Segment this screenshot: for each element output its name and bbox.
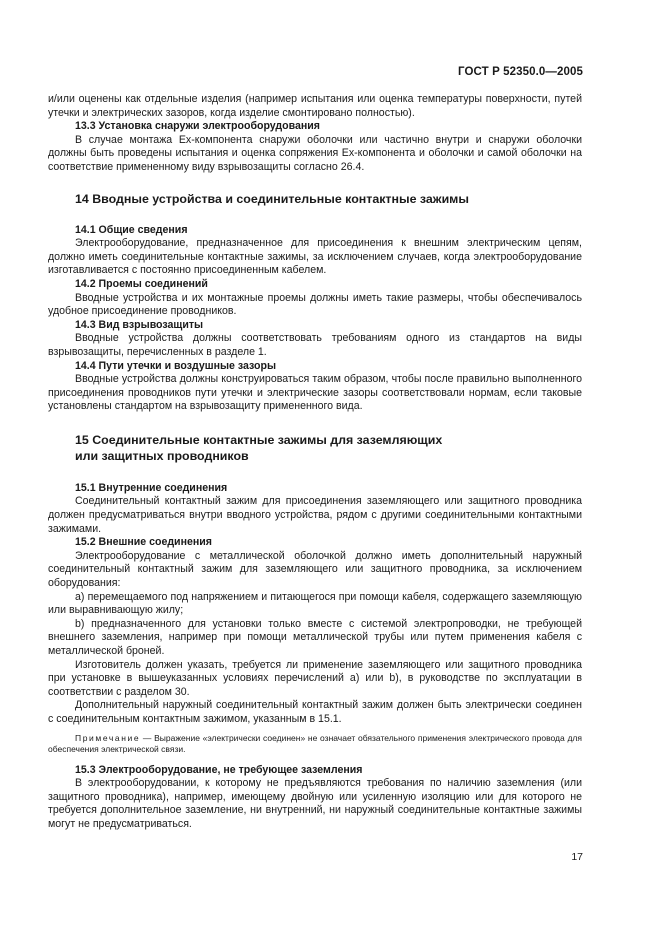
note-label: Примечание	[75, 732, 141, 743]
section-14-4-heading: 14.4 Пути утечки и воздушные зазоры	[75, 359, 277, 372]
note-text: — Выражение «электрически соединен» не означает обязательного применения электрического провода для обеспечения электрической связи.	[48, 732, 582, 755]
paragraph: Электрооборудование, предназначенное для присоединения к внешним электрическим цепям, должно иметь соединительные контактные зажимы, за исключением случаев, когда электрооборудование изготавливается с постоянно присоединенным кабелем.	[48, 237, 582, 277]
list-item-a: a) перемещаемого под напряжением и питающегося при помощи кабеля, содержащего заземляющую или выравнивающую жилу;	[48, 590, 582, 617]
section-14-3-heading: 14.3 Вид взрывозащиты	[75, 318, 204, 331]
paragraph: Вводные устройства и их монтажные проемы должны иметь такие размеры, чтобы обеспечивалось удобное присоединение проводников.	[48, 291, 582, 318]
section-13-3-heading: 13.3 Установка снаружи электрооборудования	[75, 120, 320, 133]
paragraph: Вводные устройства должны соответствовать требованиям одного из стандартов на виды взрывозащиты, перечисленных в разделе 1.	[48, 332, 582, 358]
paragraph: Изготовитель должен указать, требуется ли применение заземляющего или защитного проводника при установке в вышеуказанных условиях перечислений a) или b), в руководстве по эксплуатации в соответствии с разделом 30.	[48, 658, 582, 698]
section-15-2-heading: 15.2 Внешние соединения	[75, 536, 212, 549]
paragraph: Соединительный контактный зажим для присоединения заземляющего или защитного проводника должен предусматриваться внутри вводного устройства, рядом с другими соединительными контактными зажимами.	[48, 495, 582, 535]
section-15-heading-line1: 15 Соединительные контактные зажимы для заземляющих	[75, 432, 443, 447]
page-content	[48, 93, 582, 832]
paragraph: Вводные устройства должны конструироваться таким образом, чтобы после правильно выполненного присоединения проводников пути утечки и электрические зазоры соответствовали нормам, если таковые установлены стандартом на взрывозащиту примененного вида.	[48, 373, 582, 413]
document-header: ГОСТ Р 52350.0—2005	[458, 66, 583, 78]
note	[48, 733, 582, 756]
paragraph: Дополнительный наружный соединительный контактный зажим должен быть электрически соединен с соединительным контактным зажимом, указанным в 15.1.	[48, 699, 582, 725]
section-14-2-heading: 14.2 Проемы соединений	[75, 277, 208, 290]
section-14-1-heading: 14.1 Общие сведения	[75, 223, 188, 236]
paragraph: В электрооборудовании, к которому не предъявляются требования по наличию заземления (или защитного проводника), например, имеющему двойную или усиленную изоляцию или для которого не требуется дополнительное заземление, ни внутренний, ни наружный соединительные контактные зажимы могут не предусматриваться.	[48, 777, 582, 830]
paragraph: Электрооборудование с металлической оболочкой должно иметь дополнительный наружный соединительный контактный зажим для заземляющего или защитного проводника, за исключением оборудования:	[48, 549, 582, 590]
page-number: 17	[571, 851, 583, 863]
list-item-b: b) предназначенного для установки только вместе с системой электропроводки, не требующей внешнего заземления, например при помощи металлической трубы или путем применения кабеля с металлической броней.	[48, 617, 582, 657]
section-15-1-heading: 15.1 Внутренние соединения	[75, 481, 228, 494]
section-14-heading: 14 Вводные устройства и соединительные контактные зажимы	[75, 191, 469, 206]
continuation-paragraph: и/или оценены как отдельные изделия (например испытания или оценка температуры поверхности, путей утечки и электрических зазоров, когда изделие смонтировано полностью).	[48, 93, 582, 119]
section-15-heading-line2: или защитных проводников	[75, 448, 249, 463]
paragraph: В случае монтажа Ex-компонента снаружи оболочки или частично внутри и снаружи оболочки должны быть проведены испытания и оценка сопряжения Ex-компонента и оболочки и самой оболочки на соответствие примененному виду взрывозащиты согласно 26.4.	[48, 133, 582, 173]
section-15-3-heading: 15.3 Электрооборудование, не требующее заземления	[75, 763, 363, 776]
